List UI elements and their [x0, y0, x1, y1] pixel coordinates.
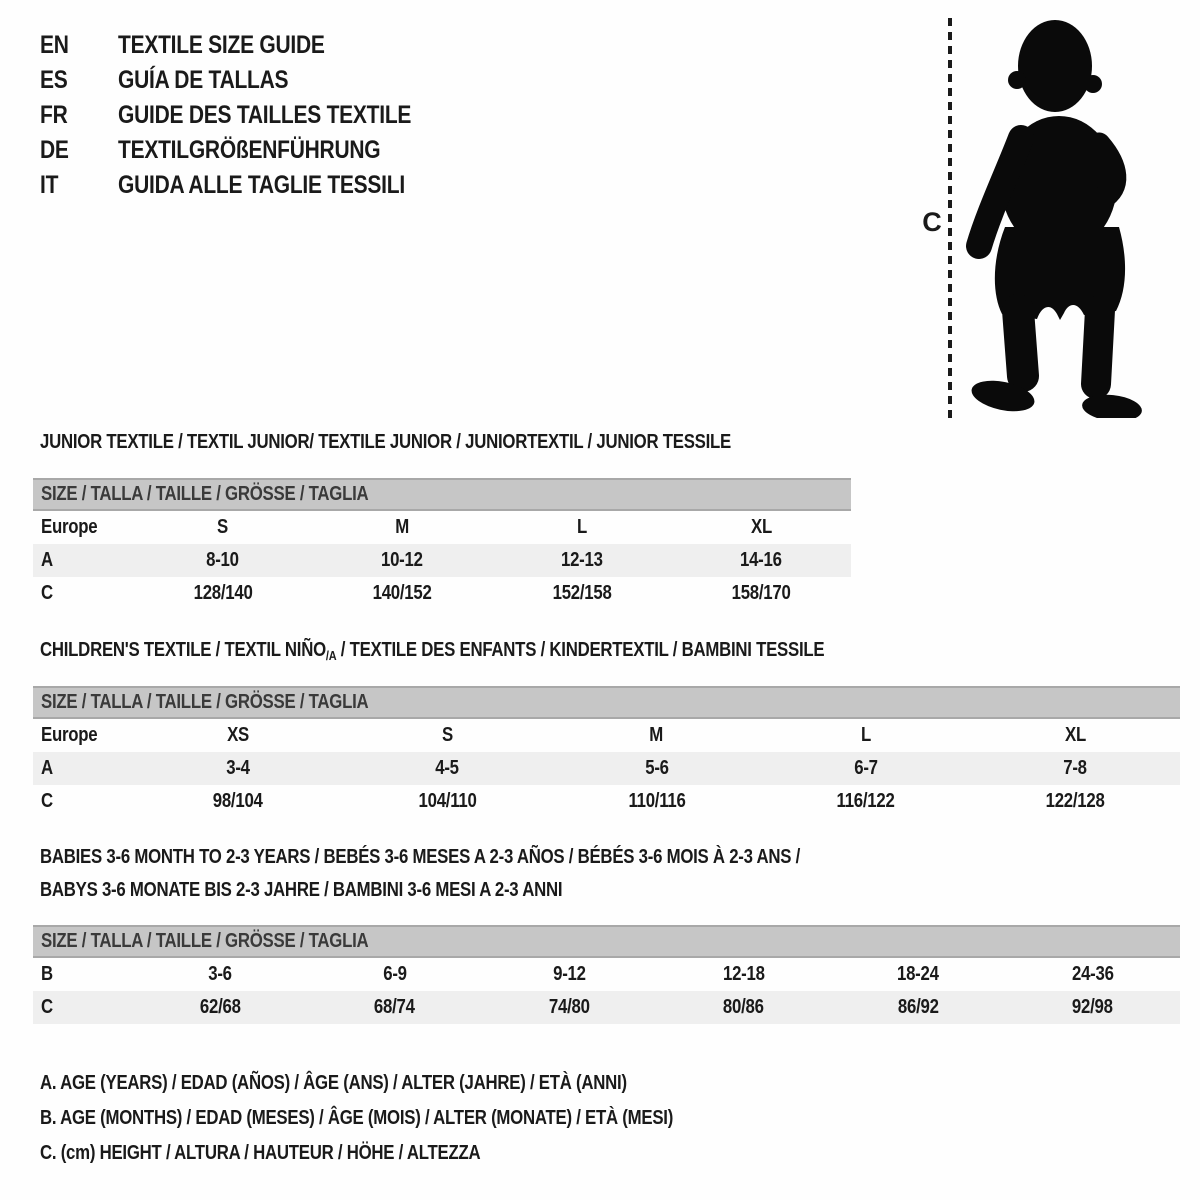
row-label: A — [41, 757, 53, 779]
row-label: A — [41, 549, 53, 571]
table-row-height — [33, 577, 851, 610]
table-row-height — [33, 991, 1180, 1024]
language-row-en — [40, 28, 467, 63]
region-label: Europe — [41, 724, 98, 746]
height-value: 92/98 — [1072, 996, 1114, 1018]
age-value: 12-13 — [560, 549, 603, 571]
language-row-it — [40, 168, 467, 203]
height-value: 62/68 — [199, 996, 241, 1018]
age-value: 8-10 — [206, 549, 240, 571]
region-label: Europe — [41, 516, 98, 538]
height-value: 86/92 — [897, 996, 939, 1018]
size-column: XL — [750, 516, 772, 538]
children-size-table — [33, 686, 1180, 818]
row-label: C — [41, 790, 53, 812]
months-value: 18-24 — [897, 963, 940, 985]
language-code: DE — [40, 136, 69, 164]
junior-size-table — [33, 478, 851, 610]
language-list — [40, 28, 467, 203]
legend — [40, 1066, 794, 1171]
language-code: ES — [40, 66, 68, 94]
language-row-fr — [40, 98, 467, 133]
height-measure-label: C — [922, 207, 942, 237]
title-subscript: /A — [325, 648, 337, 663]
height-value: 128/140 — [193, 582, 253, 604]
height-value: 68/74 — [374, 996, 416, 1018]
row-label: C — [41, 996, 53, 1018]
children-section-title: CHILDREN'S TEXTILE / TEXTIL $NIÑO_{/A}$ / TEXTILE DES ENFANTS / KINDERTEXTIL / BAMBINI TESSILE — [40, 639, 825, 663]
size-header-bar: SIZE / TALLA / TAILLE / GRÖSSE / TAGLIA — [33, 686, 1180, 719]
height-value: 152/158 — [552, 582, 612, 604]
size-header-bar: SIZE / TALLA / TAILLE / GRÖSSE / TAGLIA — [33, 925, 1180, 958]
row-label: C — [41, 582, 53, 604]
height-measure-dashed-line — [948, 18, 952, 418]
language-code: IT — [40, 171, 59, 199]
months-value: 9-12 — [552, 963, 586, 985]
table-row-months — [33, 958, 1180, 991]
height-value: 116/122 — [836, 790, 895, 812]
size-header-bar: SIZE / TALLA / TAILLE / GRÖSSE / TAGLIA — [33, 478, 851, 511]
size-column: XS — [226, 724, 249, 746]
age-value: 5-6 — [644, 757, 669, 779]
height-value: 98/104 — [212, 790, 263, 812]
age-value: 7-8 — [1063, 757, 1088, 779]
months-value: 12-18 — [722, 963, 765, 985]
size-column: M — [649, 724, 664, 746]
months-value: 24-36 — [1071, 963, 1114, 985]
table-row-europe — [33, 511, 851, 544]
guide-title-it: GUIDA ALLE TAGLIE TESSILI — [118, 171, 405, 199]
guide-title-en: TEXTILE SIZE GUIDE — [118, 31, 325, 59]
months-value: 3-6 — [208, 963, 233, 985]
babies-size-table — [33, 925, 1180, 1024]
row-label: B — [41, 963, 53, 985]
months-value: 6-9 — [382, 963, 407, 985]
language-row-de — [40, 133, 467, 168]
height-value: 158/170 — [731, 582, 791, 604]
toddler-silhouette-icon — [963, 12, 1147, 418]
junior-section-title: JUNIOR TEXTILE / TEXTIL JUNIOR/ TEXTILE JUNIOR / JUNIORTEXTIL / JUNIOR TESSILE — [40, 431, 732, 453]
age-value: 6-7 — [854, 757, 878, 779]
height-value: 74/80 — [548, 996, 590, 1018]
guide-title-de: TEXTILGRÖßENFÜHRUNG — [118, 136, 381, 164]
table-row-age — [33, 752, 1180, 785]
babies-title-line1: BABIES 3-6 MONTH TO 2-3 YEARS / BEBÉS 3-6 MESES A 2-3 AÑOS / BÉBÉS 3-6 MOIS À 2-3 ANS / — [40, 846, 801, 868]
height-value: 140/152 — [372, 582, 432, 604]
height-value: 80/86 — [723, 996, 765, 1018]
table-row-europe — [33, 719, 1180, 752]
guide-title-fr: GUIDE DES TAILLES TEXTILE — [118, 101, 412, 129]
language-code: FR — [40, 101, 68, 129]
size-column: XL — [1064, 724, 1086, 746]
table-row-height — [33, 785, 1180, 818]
age-value: 10-12 — [381, 549, 424, 571]
size-column: S — [217, 516, 229, 538]
age-value: 4-5 — [435, 757, 459, 779]
language-row-es — [40, 63, 467, 98]
age-value: 14-16 — [740, 549, 783, 571]
size-column: L — [860, 724, 871, 746]
height-value: 104/110 — [418, 790, 477, 812]
legend-line-b: B. AGE (MONTHS) / EDAD (MESES) / ÂGE (MOIS) / ALTER (MONATE) / ETÀ (MESI) — [40, 1107, 674, 1129]
size-column: L — [576, 516, 587, 538]
babies-title-line2: BABYS 3-6 MONATE BIS 2-3 JAHRE / BAMBINI 3-6 MESI A 2-3 ANNI — [40, 879, 563, 901]
legend-line-a: A. AGE (YEARS) / EDAD (AÑOS) / ÂGE (ANS) / ALTER (JAHRE) / ETÀ (ANNI) — [40, 1072, 627, 1094]
size-column: M — [395, 516, 410, 538]
size-column: S — [441, 724, 453, 746]
age-value: 3-4 — [225, 757, 250, 779]
legend-line-c: C. (cm) HEIGHT / ALTURA / HAUTEUR / HÖHE / ALTEZZA — [40, 1142, 481, 1164]
language-code: EN — [40, 31, 69, 59]
height-value: 122/128 — [1045, 790, 1105, 812]
table-row-age — [33, 544, 851, 577]
guide-title-es: GUÍA DE TALLAS — [118, 66, 289, 94]
babies-section-title — [40, 845, 945, 911]
height-value: 110/116 — [627, 790, 686, 812]
